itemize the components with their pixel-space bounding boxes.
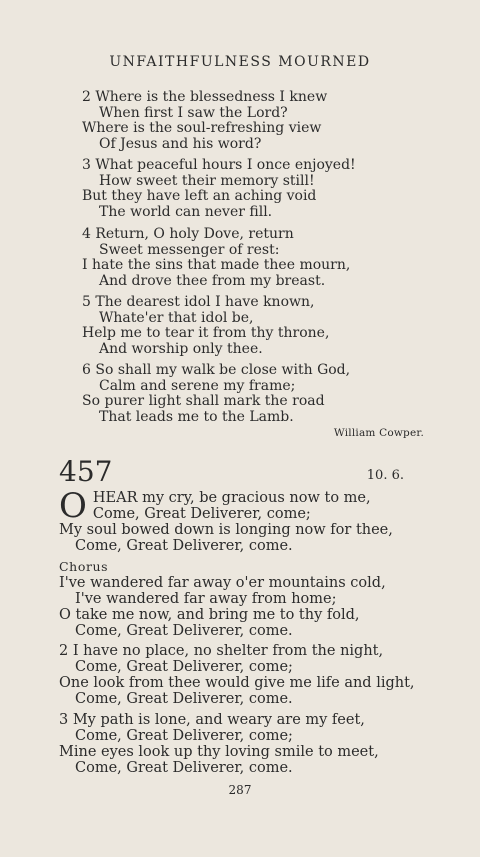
- verse-line: Come, Great Deliverer, come.: [75, 691, 293, 707]
- verse-line: Sweet messenger of rest:: [99, 241, 280, 258]
- verse-line: 5 The dearest idol I have known,: [82, 294, 315, 310]
- verse-line: HEAR my cry, be gracious now to me,: [92, 490, 371, 506]
- verse-line: I hate the sins that made thee mourn,: [82, 257, 351, 274]
- meter-label: 10. 6.: [366, 468, 404, 483]
- verse-line: 6 So shall my walk be close with God,: [82, 362, 351, 378]
- verse-line: O take me now, and bring me to thy fold,: [59, 607, 360, 623]
- verse-line: Come, Great Deliverer, come.: [75, 538, 293, 554]
- hymn-457-stanza-1: [59, 486, 393, 554]
- page-number: 287: [228, 783, 252, 797]
- verse-line: I've wandered far away o'er mountains cold,: [59, 575, 386, 591]
- verse-line: 4 Return, O holy Dove, return: [82, 226, 294, 242]
- author-attribution: William Cowper.: [333, 427, 424, 439]
- stanza-4: [82, 227, 350, 289]
- chorus-label: Chorus: [59, 559, 109, 574]
- hymn-457-stanza-2: [59, 643, 415, 707]
- verse-line: I've wandered far away from home;: [75, 591, 337, 607]
- verse-line: Come, Great Deliverer, come;: [75, 659, 293, 675]
- verse-line: Come, Great Deliverer, come;: [75, 728, 293, 744]
- stanza-6: [82, 363, 350, 425]
- verse-line: Come, Great Deliverer, come.: [75, 760, 293, 776]
- verse-line: And drove thee from my breast.: [99, 272, 326, 289]
- verse-line: My soul bowed down is longing now for thee,: [59, 522, 393, 538]
- stanza-5: [82, 295, 329, 357]
- verse-line: So purer light shall mark the road: [82, 393, 325, 410]
- verse-line: How sweet their memory still!: [99, 172, 315, 189]
- verse-line: Where is the soul-refreshing view: [82, 120, 322, 137]
- drop-cap: O: [59, 486, 87, 526]
- verse-line: Come, Great Deliverer, come.: [75, 623, 293, 639]
- verse-line: Calm and serene my frame;: [99, 377, 296, 394]
- verse-line: 3 My path is lone, and weary are my feet,: [59, 712, 365, 728]
- verse-line: The world can never fill.: [99, 203, 273, 220]
- stanza-3: [82, 158, 356, 220]
- verse-line: But they have left an aching void: [82, 188, 317, 205]
- verse-line: When first I saw the Lord?: [99, 104, 288, 121]
- hymn-number: 457: [59, 455, 113, 488]
- verse-line: And worship only thee.: [99, 340, 263, 357]
- chorus: [59, 575, 386, 639]
- stanza-2: [82, 90, 327, 152]
- verse-line: 2 Where is the blessedness I knew: [82, 89, 328, 105]
- hymn-457-stanza-3: [59, 712, 379, 776]
- verse-line: Come, Great Deliverer, come;: [92, 506, 311, 522]
- verse-line: Mine eyes look up thy loving smile to meet,: [59, 744, 379, 760]
- verse-line: Help me to tear it from thy throne,: [82, 325, 330, 342]
- verse-line: 3 What peaceful hours I once enjoyed!: [82, 157, 356, 173]
- verse-line: Of Jesus and his word?: [99, 135, 262, 152]
- verse-line: 2 I have no place, no shelter from the night,: [59, 643, 384, 659]
- verse-line: One look from thee would give me life and light,: [59, 675, 415, 691]
- verse-line: That leads me to the Lamb.: [99, 408, 294, 425]
- verse-line: Whate'er that idol be,: [99, 309, 254, 326]
- running-header: UNFAITHFULNESS MOURNED: [109, 54, 371, 70]
